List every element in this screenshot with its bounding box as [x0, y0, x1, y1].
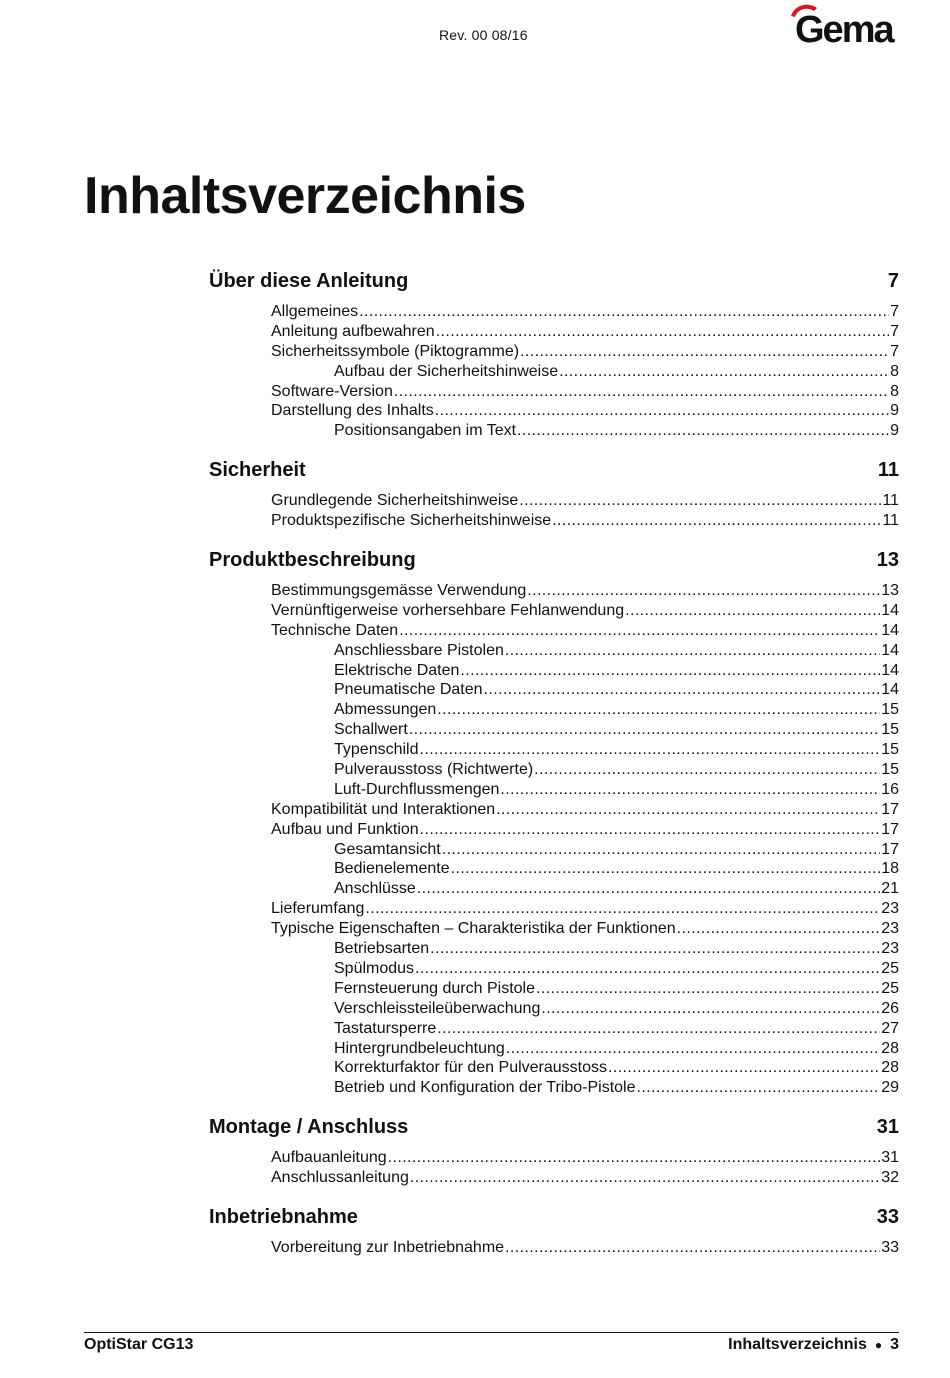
- toc-chapter-heading[interactable]: [209, 455, 899, 485]
- toc-entry[interactable]: [209, 661, 899, 681]
- toc-chapter-title: Produktbeschreibung: [209, 549, 416, 572]
- footer-page-number: 3: [890, 1336, 899, 1353]
- toc-entry-page: 27: [881, 1019, 899, 1037]
- toc-entry-page: 23: [881, 940, 899, 958]
- toc-chapter: [209, 545, 899, 1098]
- toc-entry[interactable]: [209, 999, 899, 1019]
- toc-entry-page: 8: [890, 362, 899, 380]
- toc-dot-leader: [608, 1058, 880, 1078]
- toc-entry[interactable]: [209, 491, 899, 511]
- toc-entry-page: 23: [881, 900, 899, 918]
- toc-entry-title: Sicherheitssymbole (Piktogramme): [271, 342, 520, 360]
- toc-dot-leader: [420, 820, 881, 840]
- toc-entry-page: 17: [881, 800, 899, 818]
- footer-product: OptiStar CG13: [84, 1336, 194, 1353]
- toc-entry-title: Darstellung des Inhalts: [271, 402, 434, 420]
- toc-dot-leader: [394, 382, 889, 402]
- toc-dot-leader: [506, 1039, 880, 1059]
- toc-entry-page: 9: [890, 402, 899, 420]
- toc-entry-title: Luft-Durchflussmengen: [334, 780, 500, 798]
- toc-entry-title: Pneumatische Daten: [334, 681, 483, 699]
- toc-entry-title: Pulverausstoss (Richtwerte): [334, 761, 534, 779]
- toc-dot-leader: [536, 979, 880, 999]
- toc-entry-page: 17: [881, 820, 899, 838]
- toc-entry[interactable]: [209, 939, 899, 959]
- toc-dot-leader: [527, 581, 880, 601]
- toc-entry[interactable]: [209, 1078, 899, 1098]
- toc-entry-title: Allgemeines: [271, 303, 359, 320]
- toc-entry-page: 14: [881, 621, 899, 639]
- toc-entry-page: 15: [881, 741, 899, 759]
- toc-entry-page: 9: [890, 422, 899, 440]
- toc-chapter-heading[interactable]: [209, 266, 899, 296]
- toc-entry-title: Anschliessbare Pistolen: [334, 641, 504, 659]
- toc-entry[interactable]: [209, 919, 899, 939]
- page-title: Inhaltsverzeichnis: [84, 167, 526, 225]
- toc-entry[interactable]: [209, 641, 899, 661]
- toc-dot-leader: [559, 362, 889, 382]
- toc-dot-leader: [496, 800, 880, 820]
- toc-entry-title: Produktspezifische Sicherheitshinweise: [271, 512, 552, 530]
- toc-dot-leader: [417, 879, 880, 899]
- toc-entry-title: Hintergrundbeleuchtung: [334, 1039, 505, 1057]
- toc-entry-page: 11: [882, 512, 899, 530]
- toc-entry[interactable]: [209, 899, 899, 919]
- toc-entry-page: 25: [881, 979, 899, 997]
- toc-entry[interactable]: [209, 800, 899, 820]
- toc-entry-page: 28: [881, 1039, 899, 1057]
- toc-entry-page: 14: [881, 681, 899, 699]
- toc-entry[interactable]: [209, 720, 899, 740]
- toc-chapter-page: 11: [877, 459, 899, 482]
- toc-dot-leader: [410, 1168, 880, 1188]
- toc-entry[interactable]: [209, 760, 899, 780]
- toc-entry-title: Anschlussanleitung: [271, 1169, 409, 1187]
- toc-chapter-title: Über diese Anleitung: [209, 270, 409, 292]
- toc-dot-leader: [451, 859, 881, 879]
- toc-entry-page: 7: [890, 342, 899, 360]
- toc-dot-leader: [519, 491, 881, 511]
- toc-chapter-heading[interactable]: [209, 545, 899, 575]
- toc-entry-title: Tastatursperre: [334, 1019, 437, 1037]
- toc-entry-page: 25: [881, 959, 899, 977]
- toc-entry[interactable]: [209, 1039, 899, 1059]
- toc-dot-leader: [637, 1078, 881, 1098]
- toc-dot-leader: [442, 840, 880, 860]
- toc-entry[interactable]: [209, 421, 899, 441]
- toc-entry-title: Korrekturfaktor für den Pulverausstoss: [334, 1059, 608, 1077]
- toc-entry-page: 7: [890, 303, 899, 320]
- toc-entry-title: Aufbau der Sicherheitshinweise: [334, 362, 559, 380]
- toc-entry-page: 13: [881, 582, 899, 600]
- toc-entry[interactable]: [209, 1019, 899, 1039]
- toc-entry-title: Betrieb und Konfiguration der Tribo-Pistole: [334, 1079, 636, 1097]
- toc-entry-title: Schallwert: [334, 721, 408, 739]
- gema-logo: [787, 2, 899, 46]
- footer-section-info: [728, 1336, 899, 1354]
- toc-dot-leader: [409, 720, 880, 740]
- toc-chapter-page: 13: [876, 549, 899, 572]
- toc-chapter: [209, 455, 899, 531]
- toc-entry-page: 15: [881, 721, 899, 739]
- toc-entry-title: Typische Eigenschaften – Charakteristika der Funktionen: [271, 920, 676, 938]
- toc-entry[interactable]: [209, 820, 899, 840]
- toc-entry-page: 17: [881, 840, 899, 858]
- toc-dot-leader: [484, 680, 881, 700]
- toc-entry-title: Bestimmungsgemässe Verwendung: [271, 582, 527, 600]
- toc-entry[interactable]: [209, 362, 899, 382]
- toc-entry[interactable]: [209, 401, 899, 421]
- toc-dot-leader: [534, 760, 880, 780]
- toc-dot-leader: [552, 511, 881, 531]
- toc-entry-page: 31: [881, 1149, 899, 1167]
- toc-entry-title: Positionsangaben im Text: [334, 422, 517, 440]
- toc-entry-title: Anleitung aufbewahren: [271, 322, 435, 340]
- toc-entry-page: 14: [881, 661, 899, 679]
- toc-entry[interactable]: [209, 621, 899, 641]
- logo-wordmark: Gema: [795, 9, 893, 46]
- toc-entry-title: Grundlegende Sicherheitshinweise: [271, 492, 519, 510]
- toc-dot-leader: [541, 999, 880, 1019]
- toc-entry[interactable]: [209, 1168, 899, 1188]
- toc-chapter-page: 31: [876, 1116, 899, 1139]
- toc-chapter-heading[interactable]: [209, 1202, 899, 1232]
- toc-entry[interactable]: [209, 382, 899, 402]
- toc-entry-title: Verschleissteileüberwachung: [334, 999, 541, 1017]
- toc-dot-leader: [420, 740, 881, 760]
- toc-entry[interactable]: [209, 1238, 899, 1258]
- toc-entry-title: Aufbauanleitung: [271, 1149, 387, 1167]
- toc-entry[interactable]: [209, 740, 899, 760]
- toc-entry-title: Abmessungen: [334, 701, 437, 719]
- toc-dot-leader: [437, 700, 880, 720]
- toc-dot-leader: [437, 1019, 880, 1039]
- toc-entry-title: Bedienelemente: [334, 860, 450, 878]
- toc-entry[interactable]: [209, 700, 899, 720]
- toc-entry-title: Vernünftigerweise vorhersehbare Fehlanwendung: [271, 601, 625, 619]
- toc-chapter-title: Montage / Anschluss: [209, 1116, 409, 1139]
- toc-entry[interactable]: [209, 342, 899, 362]
- toc-entry-title: Technische Daten: [271, 621, 399, 639]
- toc-entry[interactable]: [209, 601, 899, 621]
- toc-entry-page: 7: [890, 322, 899, 340]
- toc-entry-page: 23: [881, 920, 899, 938]
- toc-dot-leader: [436, 322, 889, 342]
- toc-dot-leader: [500, 780, 880, 800]
- toc-chapter-title: Inbetriebnahme: [209, 1205, 358, 1228]
- toc-entry[interactable]: [209, 879, 899, 899]
- gema-logo-graphic: [787, 2, 899, 46]
- toc-entry-title: Kompatibilität und Interaktionen: [271, 800, 496, 818]
- footer-section-title: Inhaltsverzeichnis: [728, 1336, 867, 1353]
- toc-entry-page: 16: [881, 780, 899, 798]
- revision-label: Rev. 00 08/16: [439, 27, 528, 43]
- toc-dot-leader: [365, 899, 880, 919]
- toc-dot-leader: [625, 601, 880, 621]
- toc-entry-page: 15: [881, 701, 899, 719]
- toc-dot-leader: [388, 1148, 881, 1168]
- toc-entry-page: 15: [881, 761, 899, 779]
- bullet-icon: ●: [874, 1338, 883, 1352]
- table-of-contents: [209, 266, 899, 1272]
- toc-entry[interactable]: [209, 1148, 899, 1168]
- toc-entry-page: 14: [881, 601, 899, 619]
- toc-dot-leader: [435, 401, 889, 421]
- toc-dot-leader: [430, 939, 880, 959]
- toc-dot-leader: [505, 1238, 880, 1258]
- toc-entry-page: 33: [881, 1238, 899, 1256]
- toc-dot-leader: [517, 421, 889, 441]
- toc-entry[interactable]: [209, 511, 899, 531]
- toc-entry-page: 21: [881, 880, 899, 898]
- toc-chapter: [209, 266, 899, 441]
- toc-chapter-page: 33: [876, 1205, 899, 1228]
- toc-dot-leader: [359, 302, 889, 322]
- toc-chapter-title: Sicherheit: [209, 459, 306, 482]
- toc-entry-title: Fernsteuerung durch Pistole: [334, 979, 535, 997]
- toc-entry[interactable]: [209, 581, 899, 601]
- toc-entry-page: 32: [881, 1169, 899, 1187]
- toc-entry-title: Software-Version: [271, 382, 393, 400]
- footer-divider: [84, 1332, 899, 1333]
- toc-dot-leader: [520, 342, 889, 362]
- toc-entry[interactable]: [209, 680, 899, 700]
- toc-entry-title: Elektrische Daten: [334, 661, 460, 679]
- toc-chapter-heading[interactable]: [209, 1112, 899, 1142]
- toc-entry-title: Aufbau und Funktion: [271, 820, 419, 838]
- toc-dot-leader: [460, 661, 880, 681]
- toc-entry-page: 29: [881, 1079, 899, 1097]
- toc-entry-title: Gesamtansicht: [334, 840, 441, 858]
- toc-dot-leader: [415, 959, 880, 979]
- toc-entry-title: Vorbereitung zur Inbetriebnahme: [271, 1238, 505, 1256]
- toc-entry[interactable]: [209, 840, 899, 860]
- toc-entry-page: 8: [890, 382, 899, 400]
- toc-chapter-page: 7: [887, 270, 899, 292]
- toc-entry[interactable]: [209, 859, 899, 879]
- toc-entry-page: 14: [881, 641, 899, 659]
- toc-dot-leader: [677, 919, 881, 939]
- toc-dot-leader: [505, 641, 880, 661]
- toc-entry-title: Spülmodus: [334, 959, 415, 977]
- toc-entry[interactable]: [209, 780, 899, 800]
- toc-chapter: [209, 1202, 899, 1258]
- toc-entry[interactable]: [209, 302, 899, 322]
- toc-entry-title: Anschlüsse: [334, 880, 416, 898]
- toc-chapter: [209, 1112, 899, 1188]
- toc-entry-title: Typenschild: [334, 741, 419, 759]
- toc-entry-title: Lieferumfang: [271, 900, 365, 918]
- toc-entry[interactable]: [209, 322, 899, 342]
- toc-entry-page: 26: [881, 999, 899, 1017]
- toc-entry-page: 11: [882, 492, 899, 510]
- toc-entry[interactable]: [209, 979, 899, 999]
- toc-entry-page: 18: [881, 860, 899, 878]
- toc-entry-title: Betriebsarten: [334, 940, 430, 958]
- toc-entry[interactable]: [209, 959, 899, 979]
- toc-entry[interactable]: [209, 1058, 899, 1078]
- toc-dot-leader: [399, 621, 880, 641]
- toc-entry-page: 28: [881, 1059, 899, 1077]
